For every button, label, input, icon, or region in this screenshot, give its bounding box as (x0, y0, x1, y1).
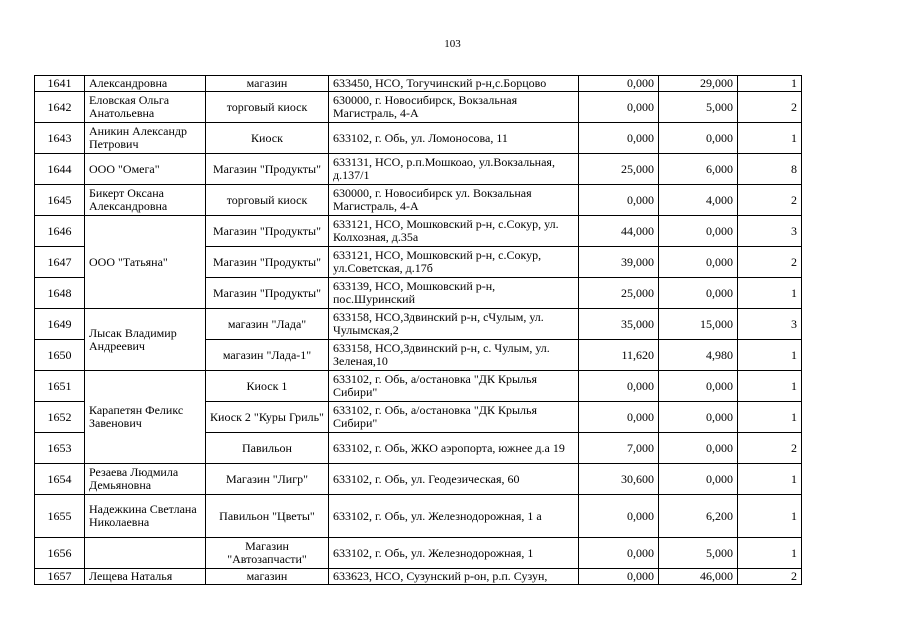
table-row (35, 123, 802, 154)
cell-count: 2 (738, 247, 802, 278)
cell-owner: ООО "Татьяна" (85, 216, 206, 309)
cell-address: 630000, г. Новосибирск, Вокзальная Магистраль, 4-А (329, 92, 579, 123)
cell-count: 1 (738, 340, 802, 371)
cell-address: 633131, НСО, р.п.Мошкоао, ул.Вокзальная, д.137/1 (329, 154, 579, 185)
cell-address: 633102, г. Обь, а/остановка "ДК Крылья Сибири" (329, 402, 579, 433)
cell-value-1: 11,620 (579, 340, 659, 371)
page-number: 103 (444, 38, 461, 50)
cell-owner: Бикерт Оксана Александровна (85, 185, 206, 216)
cell-owner (85, 538, 206, 569)
cell-value-2: 4,000 (659, 185, 738, 216)
cell-value-2: 6,000 (659, 154, 738, 185)
table-row (35, 495, 802, 538)
cell-count: 1 (738, 123, 802, 154)
cell-number: 1653 (35, 433, 85, 464)
table-row (35, 464, 802, 495)
cell-address: 633450, НСО, Тогучинский р-н,с.Борцово (329, 76, 579, 92)
cell-type: Магазин "Продукты" (206, 278, 329, 309)
table-row (35, 185, 802, 216)
cell-owner: Еловская Ольга Анатольевна (85, 92, 206, 123)
cell-type: Киоск 1 (206, 371, 329, 402)
cell-count: 2 (738, 569, 802, 585)
cell-number: 1650 (35, 340, 85, 371)
cell-count: 1 (738, 538, 802, 569)
cell-address: 633102, г. Обь, ул. Ломоносова, 11 (329, 123, 579, 154)
cell-owner: Лысак Владимир Андреевич (85, 309, 206, 371)
cell-owner: Лещева Наталья (85, 569, 206, 585)
cell-value-2: 29,000 (659, 76, 738, 92)
cell-number: 1655 (35, 495, 85, 538)
cell-value-1: 0,000 (579, 185, 659, 216)
cell-value-1: 0,000 (579, 123, 659, 154)
cell-owner: Карапетян Феликс Завенович (85, 371, 206, 464)
cell-owner: ООО "Омега" (85, 154, 206, 185)
cell-value-1: 25,000 (579, 154, 659, 185)
cell-value-1: 44,000 (579, 216, 659, 247)
cell-address: 633102, г. Обь, ул. Геодезическая, 60 (329, 464, 579, 495)
cell-type: Магазин "Продукты" (206, 216, 329, 247)
cell-value-1: 30,600 (579, 464, 659, 495)
cell-number: 1641 (35, 76, 85, 92)
cell-address: 633121, НСО, Мошковский р-н, с.Сокур, ул.Советская, д.17б (329, 247, 579, 278)
cell-value-2: 4,980 (659, 340, 738, 371)
table-row (35, 309, 802, 340)
cell-owner: Александровна (85, 76, 206, 92)
cell-number: 1643 (35, 123, 85, 154)
cell-number: 1646 (35, 216, 85, 247)
cell-type: Магазин "Продукты" (206, 247, 329, 278)
cell-count: 1 (738, 464, 802, 495)
cell-count: 3 (738, 216, 802, 247)
cell-count: 2 (738, 185, 802, 216)
cell-number: 1649 (35, 309, 85, 340)
cell-value-1: 0,000 (579, 569, 659, 585)
cell-value-2: 0,000 (659, 433, 738, 464)
cell-address: 633623, НСО, Сузунский р-он, р.п. Сузун, (329, 569, 579, 585)
cell-number: 1642 (35, 92, 85, 123)
cell-type: Киоск 2 "Куры Гриль" (206, 402, 329, 433)
cell-value-1: 0,000 (579, 92, 659, 123)
table-row (35, 216, 802, 247)
cell-count: 1 (738, 402, 802, 433)
cell-value-2: 0,000 (659, 216, 738, 247)
cell-type: Магазин "Продукты" (206, 154, 329, 185)
cell-value-1: 7,000 (579, 433, 659, 464)
cell-value-2: 0,000 (659, 278, 738, 309)
cell-value-1: 0,000 (579, 371, 659, 402)
cell-type: Киоск (206, 123, 329, 154)
cell-count: 1 (738, 371, 802, 402)
cell-type: Магазин "Лигр" (206, 464, 329, 495)
cell-type: Павильон (206, 433, 329, 464)
cell-count: 1 (738, 278, 802, 309)
cell-type: торговый киоск (206, 185, 329, 216)
cell-number: 1657 (35, 569, 85, 585)
cell-address: 633102, г. Обь, ул. Железнодорожная, 1 а (329, 495, 579, 538)
cell-value-2: 6,200 (659, 495, 738, 538)
cell-type: Павильон "Цветы" (206, 495, 329, 538)
cell-number: 1656 (35, 538, 85, 569)
table-row (35, 76, 802, 92)
cell-address: 633102, г. Обь, ЖКО аэропорта, южнее д.а 19 (329, 433, 579, 464)
cell-number: 1645 (35, 185, 85, 216)
cell-count: 2 (738, 433, 802, 464)
cell-value-1: 0,000 (579, 538, 659, 569)
cell-type: магазин "Лада" (206, 309, 329, 340)
cell-value-2: 0,000 (659, 247, 738, 278)
cell-value-1: 0,000 (579, 76, 659, 92)
cell-number: 1654 (35, 464, 85, 495)
cell-number: 1647 (35, 247, 85, 278)
cell-address: 630000, г. Новосибирск ул. Вокзальная Магистраль, 4-А (329, 185, 579, 216)
cell-value-2: 0,000 (659, 123, 738, 154)
cell-count: 2 (738, 92, 802, 123)
cell-type: торговый киоск (206, 92, 329, 123)
cell-value-2: 5,000 (659, 92, 738, 123)
cell-address: 633158, НСО,Здвинский р-н, сЧулым, ул. Чулымская,2 (329, 309, 579, 340)
cell-value-2: 0,000 (659, 464, 738, 495)
cell-value-2: 0,000 (659, 371, 738, 402)
table-row (35, 154, 802, 185)
cell-value-1: 0,000 (579, 495, 659, 538)
cell-owner: Аникин Александр Петрович (85, 123, 206, 154)
cell-address: 633139, НСО, Мошковский р-н, пос.Шуринский (329, 278, 579, 309)
cell-address: 633121, НСО, Мошковский р-н, с.Сокур, ул. Колхозная, д.35а (329, 216, 579, 247)
cell-count: 3 (738, 309, 802, 340)
table-row (35, 92, 802, 123)
registry-table (34, 75, 802, 585)
cell-type: магазин "Лада-1" (206, 340, 329, 371)
cell-value-1: 35,000 (579, 309, 659, 340)
cell-value-2: 0,000 (659, 402, 738, 433)
cell-number: 1651 (35, 371, 85, 402)
table-row (35, 569, 802, 585)
cell-owner: Резаева Людмила Демьяновна (85, 464, 206, 495)
cell-type: магазин (206, 569, 329, 585)
table-row (35, 538, 802, 569)
cell-owner: Надежкина Светлана Николаевна (85, 495, 206, 538)
cell-value-2: 15,000 (659, 309, 738, 340)
cell-count: 1 (738, 76, 802, 92)
cell-count: 1 (738, 495, 802, 538)
table-row (35, 371, 802, 402)
cell-address: 633158, НСО,Здвинский р-н, с. Чулым, ул. Зеленая,10 (329, 340, 579, 371)
cell-number: 1652 (35, 402, 85, 433)
cell-type: магазин (206, 76, 329, 92)
cell-number: 1644 (35, 154, 85, 185)
cell-value-1: 25,000 (579, 278, 659, 309)
cell-value-2: 5,000 (659, 538, 738, 569)
cell-count: 8 (738, 154, 802, 185)
cell-number: 1648 (35, 278, 85, 309)
cell-value-1: 39,000 (579, 247, 659, 278)
cell-address: 633102, г. Обь, ул. Железнодорожная, 1 (329, 538, 579, 569)
cell-type: Магазин "Автозапчасти" (206, 538, 329, 569)
cell-address: 633102, г. Обь, а/остановка "ДК Крылья Сибири" (329, 371, 579, 402)
cell-value-1: 0,000 (579, 402, 659, 433)
cell-value-2: 46,000 (659, 569, 738, 585)
